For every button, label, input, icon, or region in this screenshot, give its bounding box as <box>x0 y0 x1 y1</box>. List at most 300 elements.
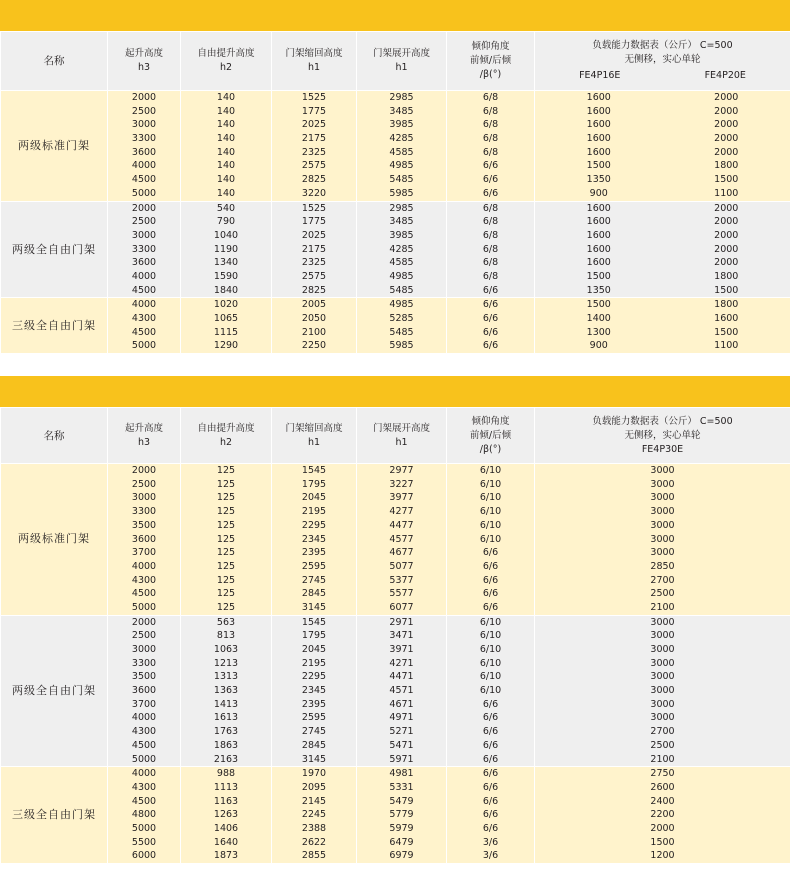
cell-value: 4985 <box>389 299 414 311</box>
cell-value: 2175 <box>301 133 327 145</box>
cell-value: 140 <box>216 187 236 199</box>
cell-value: 125 <box>216 519 236 531</box>
group-name: 三级全自由门架 <box>1 298 108 354</box>
cell-h1a <box>272 464 357 616</box>
load-value: 2850 <box>650 560 675 572</box>
cell-value: 2985 <box>389 92 414 103</box>
header-lift-height: 起升高度 h3 <box>108 32 181 91</box>
cell-value: 1775 <box>301 216 327 228</box>
cell-h2 <box>181 767 272 864</box>
cell-value: 5471 <box>389 739 414 751</box>
cell-value: 6/8 <box>482 257 499 269</box>
cell-value: 2295 <box>301 671 327 683</box>
load-value: 2600 <box>650 781 675 793</box>
cell-value: 3985 <box>389 119 414 131</box>
cell-value: 6/8 <box>482 92 499 103</box>
cell-value: 2825 <box>301 174 327 186</box>
load-value: 1600 <box>586 133 611 145</box>
cell-value: 4577 <box>389 533 414 545</box>
load-value: 1800 <box>714 299 739 311</box>
load-value: 1800 <box>714 160 739 172</box>
cell-value: 1970 <box>301 768 327 780</box>
load-value: 3000 <box>650 506 675 518</box>
cell-value: 3000 <box>131 492 157 504</box>
cell-value: 1613 <box>213 712 239 724</box>
cell-value: 6000 <box>131 850 157 862</box>
load-value: 3000 <box>650 657 675 669</box>
load-value: 3000 <box>650 547 675 559</box>
cell-value: 4571 <box>389 685 414 697</box>
cell-value: 4981 <box>389 768 414 780</box>
cell-value: 5377 <box>389 574 414 586</box>
cell-value: 1340 <box>213 257 239 269</box>
cell-value: 2845 <box>301 739 327 751</box>
cell-value: 1040 <box>213 229 239 241</box>
cell-value: 1525 <box>301 92 327 103</box>
group-name: 两级全自由门架 <box>1 615 108 767</box>
spec-table-1 <box>0 31 790 354</box>
cell-value: 1525 <box>301 202 327 214</box>
table-row-group <box>1 767 790 864</box>
cell-h1a <box>272 201 357 298</box>
cell-value: 6/6 <box>482 809 499 821</box>
cell-h2 <box>181 201 272 298</box>
cell-value: 2575 <box>301 160 327 172</box>
cell-value: 1113 <box>213 781 239 793</box>
load-value: 2500 <box>650 588 675 600</box>
load-value: 1600 <box>714 313 739 324</box>
group-name: 两级标准门架 <box>1 464 108 616</box>
header-lift-height: 起升高度 h3 <box>108 408 181 464</box>
cell-value: 1065 <box>213 313 239 324</box>
cell-tilt <box>447 201 535 298</box>
cell-value: 1063 <box>213 644 239 655</box>
cell-value: 3300 <box>131 506 157 518</box>
cell-value: 4300 <box>131 574 157 586</box>
cell-value: 5985 <box>389 187 414 199</box>
cell-value: 6/10 <box>479 657 502 669</box>
cell-value: 2985 <box>389 202 414 214</box>
cell-value: 125 <box>216 465 236 477</box>
cell-value: 4585 <box>389 257 414 269</box>
cell-value: 4000 <box>131 560 157 572</box>
cell-value: 4971 <box>389 712 414 724</box>
cell-value: 1363 <box>213 685 239 697</box>
load-value: 2700 <box>650 726 675 738</box>
cell-value: 4300 <box>131 781 157 793</box>
cell-value: 2825 <box>301 284 327 296</box>
cell-value: 3700 <box>131 698 157 710</box>
cell-value: 4000 <box>131 270 157 282</box>
cell-value: 1640 <box>213 836 239 848</box>
cell-value: 1115 <box>213 326 239 338</box>
cell-value: 6/6 <box>482 726 499 738</box>
load-value: 2000 <box>714 202 739 214</box>
cell-load <box>535 201 790 298</box>
cell-value: 2095 <box>301 781 327 793</box>
header-tilt-angle: 倾仰角度 前倾/后倾 /β(°) <box>447 408 535 464</box>
cell-value: 3/6 <box>482 836 499 848</box>
cell-value: 988 <box>216 768 236 780</box>
cell-value: 5000 <box>131 753 157 765</box>
cell-value: 4285 <box>389 133 414 145</box>
cell-value: 3000 <box>131 229 157 241</box>
cell-value: 4271 <box>389 657 414 669</box>
load-value: 2000 <box>650 822 675 834</box>
cell-value: 5077 <box>389 560 414 572</box>
cell-value: 125 <box>216 547 236 559</box>
load-value: 3000 <box>650 671 675 683</box>
cell-value: 2195 <box>301 657 327 669</box>
cell-value: 5000 <box>131 822 157 834</box>
cell-value: 125 <box>216 588 236 600</box>
load-value: 3000 <box>650 492 675 504</box>
load-value: 1500 <box>714 326 739 338</box>
cell-value: 3220 <box>301 187 327 199</box>
cell-value: 1590 <box>213 270 239 282</box>
cell-value: 125 <box>216 533 236 545</box>
table-row-group <box>1 615 790 767</box>
load-value: 2400 <box>650 795 675 807</box>
cell-load <box>535 91 790 202</box>
cell-value: 6/8 <box>482 243 499 255</box>
load-value: 2100 <box>650 753 675 765</box>
cell-value: 4585 <box>389 146 414 158</box>
load-value: 1800 <box>714 270 739 282</box>
cell-h1b <box>357 767 447 864</box>
cell-value: 3000 <box>131 644 157 655</box>
load-value: 1500 <box>714 174 739 186</box>
cell-value: 4300 <box>131 726 157 738</box>
cell-value: 4000 <box>131 160 157 172</box>
load-value: 2200 <box>650 809 675 821</box>
cell-value: 3700 <box>131 547 157 559</box>
cell-value: 3/6 <box>482 850 499 862</box>
cell-value: 2745 <box>301 726 327 738</box>
cell-value: 2745 <box>301 574 327 586</box>
cell-value: 6077 <box>389 601 414 613</box>
cell-value: 1795 <box>301 630 327 642</box>
cell-value: 3300 <box>131 657 157 669</box>
cell-value: 540 <box>216 202 236 214</box>
top-banner-1 <box>0 0 790 31</box>
load-value: 2000 <box>714 243 739 255</box>
load-value: 3000 <box>650 630 675 642</box>
cell-value: 6/6 <box>482 822 499 834</box>
cell-value: 2163 <box>213 753 239 765</box>
cell-value: 5577 <box>389 588 414 600</box>
cell-value: 4477 <box>389 519 414 531</box>
cell-value: 5979 <box>389 822 414 834</box>
load-value: 1350 <box>586 174 611 186</box>
cell-value: 2595 <box>301 560 327 572</box>
cell-value: 3971 <box>389 644 414 655</box>
cell-value: 1406 <box>213 822 239 834</box>
cell-value: 6/10 <box>479 616 502 628</box>
cell-h3 <box>108 91 181 202</box>
cell-h1b <box>357 464 447 616</box>
cell-value: 6/6 <box>482 187 499 199</box>
group-name: 两级标准门架 <box>1 91 108 202</box>
header-extended-height: 门架展开高度 h1 <box>357 408 447 464</box>
table-row-group <box>1 91 790 202</box>
cell-value: 1863 <box>213 739 239 751</box>
cell-value: 2595 <box>301 712 327 724</box>
load-value: 1600 <box>586 202 611 214</box>
cell-load <box>535 615 790 767</box>
load-value: 3000 <box>650 712 675 724</box>
header-load-capacity: 负载能力数据表（公斤） C=500 无侧移，实心单轮 FE4P30E <box>535 408 790 464</box>
cell-value: 6/10 <box>479 506 502 518</box>
cell-tilt <box>447 615 535 767</box>
cell-value: 6/10 <box>479 533 502 545</box>
header-name: 名称 <box>1 32 108 91</box>
table-header-row <box>1 32 790 91</box>
cell-value: 140 <box>216 133 236 145</box>
cell-value: 2500 <box>131 216 157 228</box>
cell-value: 6/6 <box>482 284 499 296</box>
header-extended-height: 门架展开高度 h1 <box>357 32 447 91</box>
cell-value: 2245 <box>301 809 327 821</box>
cell-value: 5479 <box>389 795 414 807</box>
cell-value: 125 <box>216 492 236 504</box>
header-tilt-angle: 倾仰角度 前倾/后倾 /β(°) <box>447 32 535 91</box>
cell-value: 2977 <box>389 465 414 477</box>
cell-value: 2100 <box>301 326 327 338</box>
cell-value: 3471 <box>389 630 414 642</box>
cell-value: 1263 <box>213 809 239 821</box>
cell-value: 2000 <box>131 92 157 103</box>
cell-value: 3000 <box>131 119 157 131</box>
cell-value: 6/8 <box>482 229 499 241</box>
cell-value: 6/6 <box>482 174 499 186</box>
cell-value: 2195 <box>301 506 327 518</box>
cell-value: 5285 <box>389 313 414 324</box>
cell-value: 1795 <box>301 478 327 490</box>
cell-value: 2025 <box>301 229 327 241</box>
cell-value: 6/10 <box>479 465 502 477</box>
cell-value: 6/8 <box>482 270 499 282</box>
cell-value: 6/10 <box>479 671 502 683</box>
cell-value: 2025 <box>301 119 327 131</box>
cell-value: 4671 <box>389 698 414 710</box>
cell-value: 2500 <box>131 478 157 490</box>
header-retracted-height: 门架缩回高度 h1 <box>272 408 357 464</box>
cell-value: 5985 <box>389 340 414 352</box>
cell-value: 6/6 <box>482 739 499 751</box>
cell-value: 790 <box>216 216 236 228</box>
cell-value: 6/10 <box>479 492 502 504</box>
cell-value: 2000 <box>131 465 157 477</box>
cell-value: 4500 <box>131 795 157 807</box>
load-value: 2000 <box>714 257 739 269</box>
load-value: 2000 <box>714 133 739 145</box>
cell-value: 6/6 <box>482 340 499 352</box>
cell-value: 6979 <box>389 850 414 862</box>
cell-value: 6/6 <box>482 547 499 559</box>
cell-value: 6/6 <box>482 601 499 613</box>
cell-value: 6/10 <box>479 630 502 642</box>
table-row-group <box>1 298 790 354</box>
load-value: 1300 <box>586 326 611 338</box>
cell-value: 6/10 <box>479 478 502 490</box>
cell-value: 4985 <box>389 270 414 282</box>
cell-value: 5500 <box>131 836 157 848</box>
cell-value: 6/8 <box>482 105 499 117</box>
load-value: 1600 <box>586 146 611 158</box>
cell-value: 2395 <box>301 547 327 559</box>
cell-value: 6/10 <box>479 519 502 531</box>
cell-value: 5331 <box>389 781 414 793</box>
cell-value: 2000 <box>131 202 157 214</box>
model-label: FE4P30E <box>641 443 684 455</box>
load-value: 2500 <box>650 739 675 751</box>
cell-h3 <box>108 615 181 767</box>
model-label: FE4P20E <box>704 70 746 81</box>
cell-value: 125 <box>216 560 236 572</box>
cell-value: 813 <box>216 630 236 642</box>
cell-value: 2325 <box>301 146 327 158</box>
cell-value: 6/6 <box>482 574 499 586</box>
cell-value: 5779 <box>389 809 414 821</box>
cell-value: 3600 <box>131 146 157 158</box>
cell-value: 6/6 <box>482 560 499 572</box>
load-value: 3000 <box>650 616 675 628</box>
cell-value: 2622 <box>301 836 327 848</box>
cell-value: 6/6 <box>482 781 499 793</box>
load-value: 1400 <box>586 313 611 324</box>
load-value: 1600 <box>586 92 611 103</box>
cell-value: 125 <box>216 506 236 518</box>
cell-value: 2045 <box>301 492 327 504</box>
cell-value: 2345 <box>301 685 327 697</box>
table-row-group <box>1 201 790 298</box>
cell-value: 1545 <box>301 465 327 477</box>
cell-h2 <box>181 298 272 354</box>
cell-value: 3977 <box>389 492 414 504</box>
load-value: 1100 <box>714 340 739 352</box>
cell-h1b <box>357 91 447 202</box>
cell-value: 3600 <box>131 257 157 269</box>
cell-value: 140 <box>216 119 236 131</box>
cell-value: 1763 <box>213 726 239 738</box>
cell-value: 4000 <box>131 299 157 311</box>
cell-value: 1290 <box>213 340 239 352</box>
load-value: 3000 <box>650 644 675 655</box>
load-value: 1600 <box>586 257 611 269</box>
cell-h1b <box>357 615 447 767</box>
group-name: 三级全自由门架 <box>1 767 108 864</box>
cell-value: 3485 <box>389 105 414 117</box>
load-value: 3000 <box>650 533 675 545</box>
cell-h1b <box>357 298 447 354</box>
cell-value: 2145 <box>301 795 327 807</box>
cell-value: 5485 <box>389 174 414 186</box>
load-value: 3000 <box>650 465 675 477</box>
cell-value: 6/10 <box>479 685 502 697</box>
cell-h1a <box>272 91 357 202</box>
cell-value: 6/8 <box>482 202 499 214</box>
cell-value: 4500 <box>131 284 157 296</box>
cell-value: 3600 <box>131 685 157 697</box>
load-value: 1350 <box>586 284 611 296</box>
load-value: 2100 <box>650 601 675 613</box>
cell-value: 1873 <box>213 850 239 862</box>
load-value: 3000 <box>650 478 675 490</box>
cell-load <box>535 464 790 616</box>
cell-value: 4500 <box>131 739 157 751</box>
cell-value: 140 <box>216 174 236 186</box>
section-gap <box>0 354 790 376</box>
cell-value: 5271 <box>389 726 414 738</box>
cell-value: 4300 <box>131 313 157 324</box>
cell-value: 125 <box>216 601 236 613</box>
load-value: 3000 <box>650 685 675 697</box>
load-value: 1200 <box>650 850 675 862</box>
cell-value: 1840 <box>213 284 239 296</box>
cell-value: 6/8 <box>482 216 499 228</box>
load-value: 3000 <box>650 698 675 710</box>
load-value: 900 <box>589 340 608 352</box>
load-value: 1500 <box>586 299 611 311</box>
load-value: 2000 <box>714 146 739 158</box>
cell-h2 <box>181 615 272 767</box>
load-value: 2000 <box>714 216 739 228</box>
cell-value: 3145 <box>301 601 327 613</box>
cell-value: 2325 <box>301 257 327 269</box>
cell-value: 2050 <box>301 313 327 324</box>
cell-value: 2250 <box>301 340 327 352</box>
cell-value: 1190 <box>213 243 239 255</box>
cell-value: 4000 <box>131 712 157 724</box>
header-free-lift: 自由提升高度 h2 <box>181 408 272 464</box>
cell-h3 <box>108 464 181 616</box>
load-value: 1600 <box>586 105 611 117</box>
cell-value: 1413 <box>213 698 239 710</box>
cell-value: 6/6 <box>482 326 499 338</box>
cell-value: 6/6 <box>482 299 499 311</box>
cell-value: 3485 <box>389 216 414 228</box>
cell-value: 2045 <box>301 644 327 655</box>
cell-value: 4285 <box>389 243 414 255</box>
cell-value: 6/6 <box>482 753 499 765</box>
cell-value: 5485 <box>389 284 414 296</box>
cell-value: 6479 <box>389 836 414 848</box>
table-header-row <box>1 408 790 464</box>
cell-value: 4677 <box>389 547 414 559</box>
header-retracted-height: 门架缩回高度 h1 <box>272 32 357 91</box>
cell-value: 1775 <box>301 105 327 117</box>
load-value: 1500 <box>586 160 611 172</box>
cell-value: 2175 <box>301 243 327 255</box>
cell-value: 4985 <box>389 160 414 172</box>
cell-value: 2855 <box>301 850 327 862</box>
cell-h3 <box>108 767 181 864</box>
cell-value: 4500 <box>131 588 157 600</box>
cell-value: 2575 <box>301 270 327 282</box>
cell-value: 3145 <box>301 753 327 765</box>
cell-value: 1313 <box>213 671 239 683</box>
cell-h1a <box>272 767 357 864</box>
header-free-lift: 自由提升高度 h2 <box>181 32 272 91</box>
load-value: 1500 <box>586 270 611 282</box>
cell-value: 6/10 <box>479 644 502 655</box>
load-value: 3000 <box>650 519 675 531</box>
cell-h3 <box>108 298 181 354</box>
load-value: 2000 <box>714 105 739 117</box>
cell-value: 3985 <box>389 229 414 241</box>
cell-value: 2000 <box>131 616 157 628</box>
